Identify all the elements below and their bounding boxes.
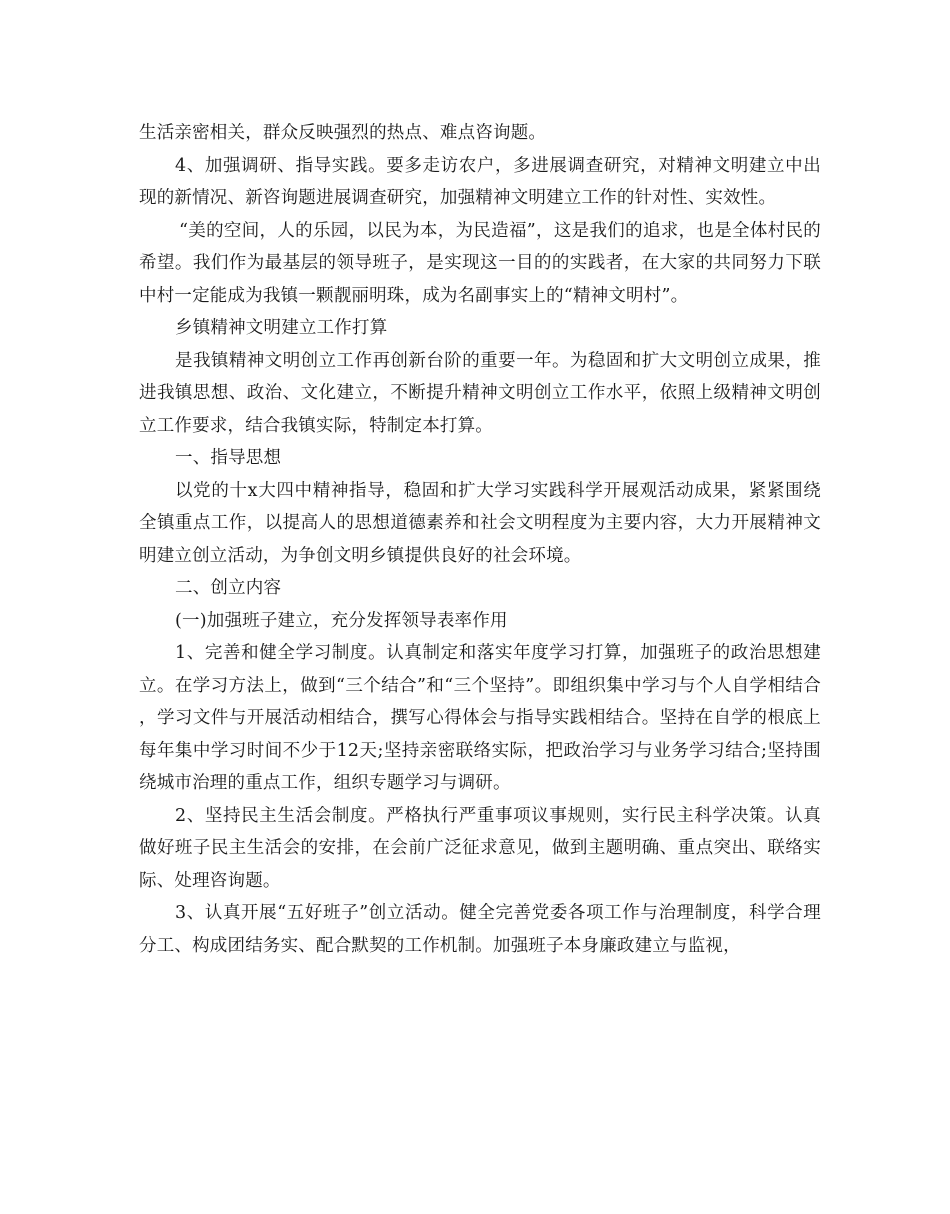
document-body	[139, 117, 821, 962]
heading-creation-content: 二、创立内容	[175, 578, 282, 598]
paragraph-village-goal: “美的空间，人的乐园，以民为本，为民造福”，这是我们的追求，也是全体村民的希望。我们作为最基层的领导班子，是实现这一目的的实践者，在大家的共同努力下联中村一定能成为我镇一颗靓丽明珠，成为名副事实上的“精神文明村”。	[139, 220, 821, 306]
paragraph-democratic-meeting: 2、坚持民主生活会制度。严格执行严重事项议事规则，实行民主科学决策。认真做好班子民主生活会的安排，在会前广泛征求意见，做到主题明确、重点突出、联络实际、处理咨询题。	[139, 805, 821, 891]
paragraph-plan-intro: 是我镇精神文明创立工作再创新台阶的重要一年。为稳固和扩大文明创立成果，推进我镇思想、政治、文化建立，不断提升精神文明创立工作水平，依照上级精神文明创立工作要求，结合我镇实际，特制定本打算。	[139, 350, 821, 436]
paragraph-study-system: 1、完善和健全学习制度。认真制定和落实年度学习打算，加强班子的政治思想建立。在学习方法上，做到“三个结合”和“三个坚持”。即组织集中学习与个人自学相结合，学习文件与开展活动相结合，撰写心得体会与指导实践相结合。坚持在自学的根底上每年集中学习时间不少于12天;坚持亲密联络实际，把政治学习与业务学习结合;坚持围绕城市治理的重点工作，组织专题学习与调研。	[139, 643, 821, 793]
paragraph-continuation: 生活亲密相关，群众反映强烈的热点、难点咨询题。	[139, 123, 547, 143]
paragraph-guiding-ideology: 以党的十x大四中精神指导，稳固和扩大学习实践科学开展观活动成果，紧紧围绕全镇重点工作，以提高人的思想道德素养和社会文明程度为主要内容，大力开展精神文明建立创立活动，为争创文明乡镇提供良好的社会环境。	[139, 480, 821, 566]
subheading-team-building: (一)加强班子建立，充分发挥领导表率作用	[175, 610, 508, 631]
paragraph-five-good-team: 3、认真开展“五好班子”创立活动。健全完善党委各项工作与治理制度，科学合理分工、构成团结务实、配合默契的工作机制。加强班子本身廉政建立与监视，	[139, 903, 821, 956]
heading-guiding-ideology: 一、指导思想	[175, 448, 282, 468]
paragraph-research-guidance: 4、加强调研、指导实践。要多走访农户，多进展调查研究，对精神文明建立中出现的新情况、新咨询题进展调查研究，加强精神文明建立工作的针对性、实效性。	[139, 155, 821, 208]
section-title-plan: 乡镇精神文明建立工作打算	[175, 318, 388, 338]
